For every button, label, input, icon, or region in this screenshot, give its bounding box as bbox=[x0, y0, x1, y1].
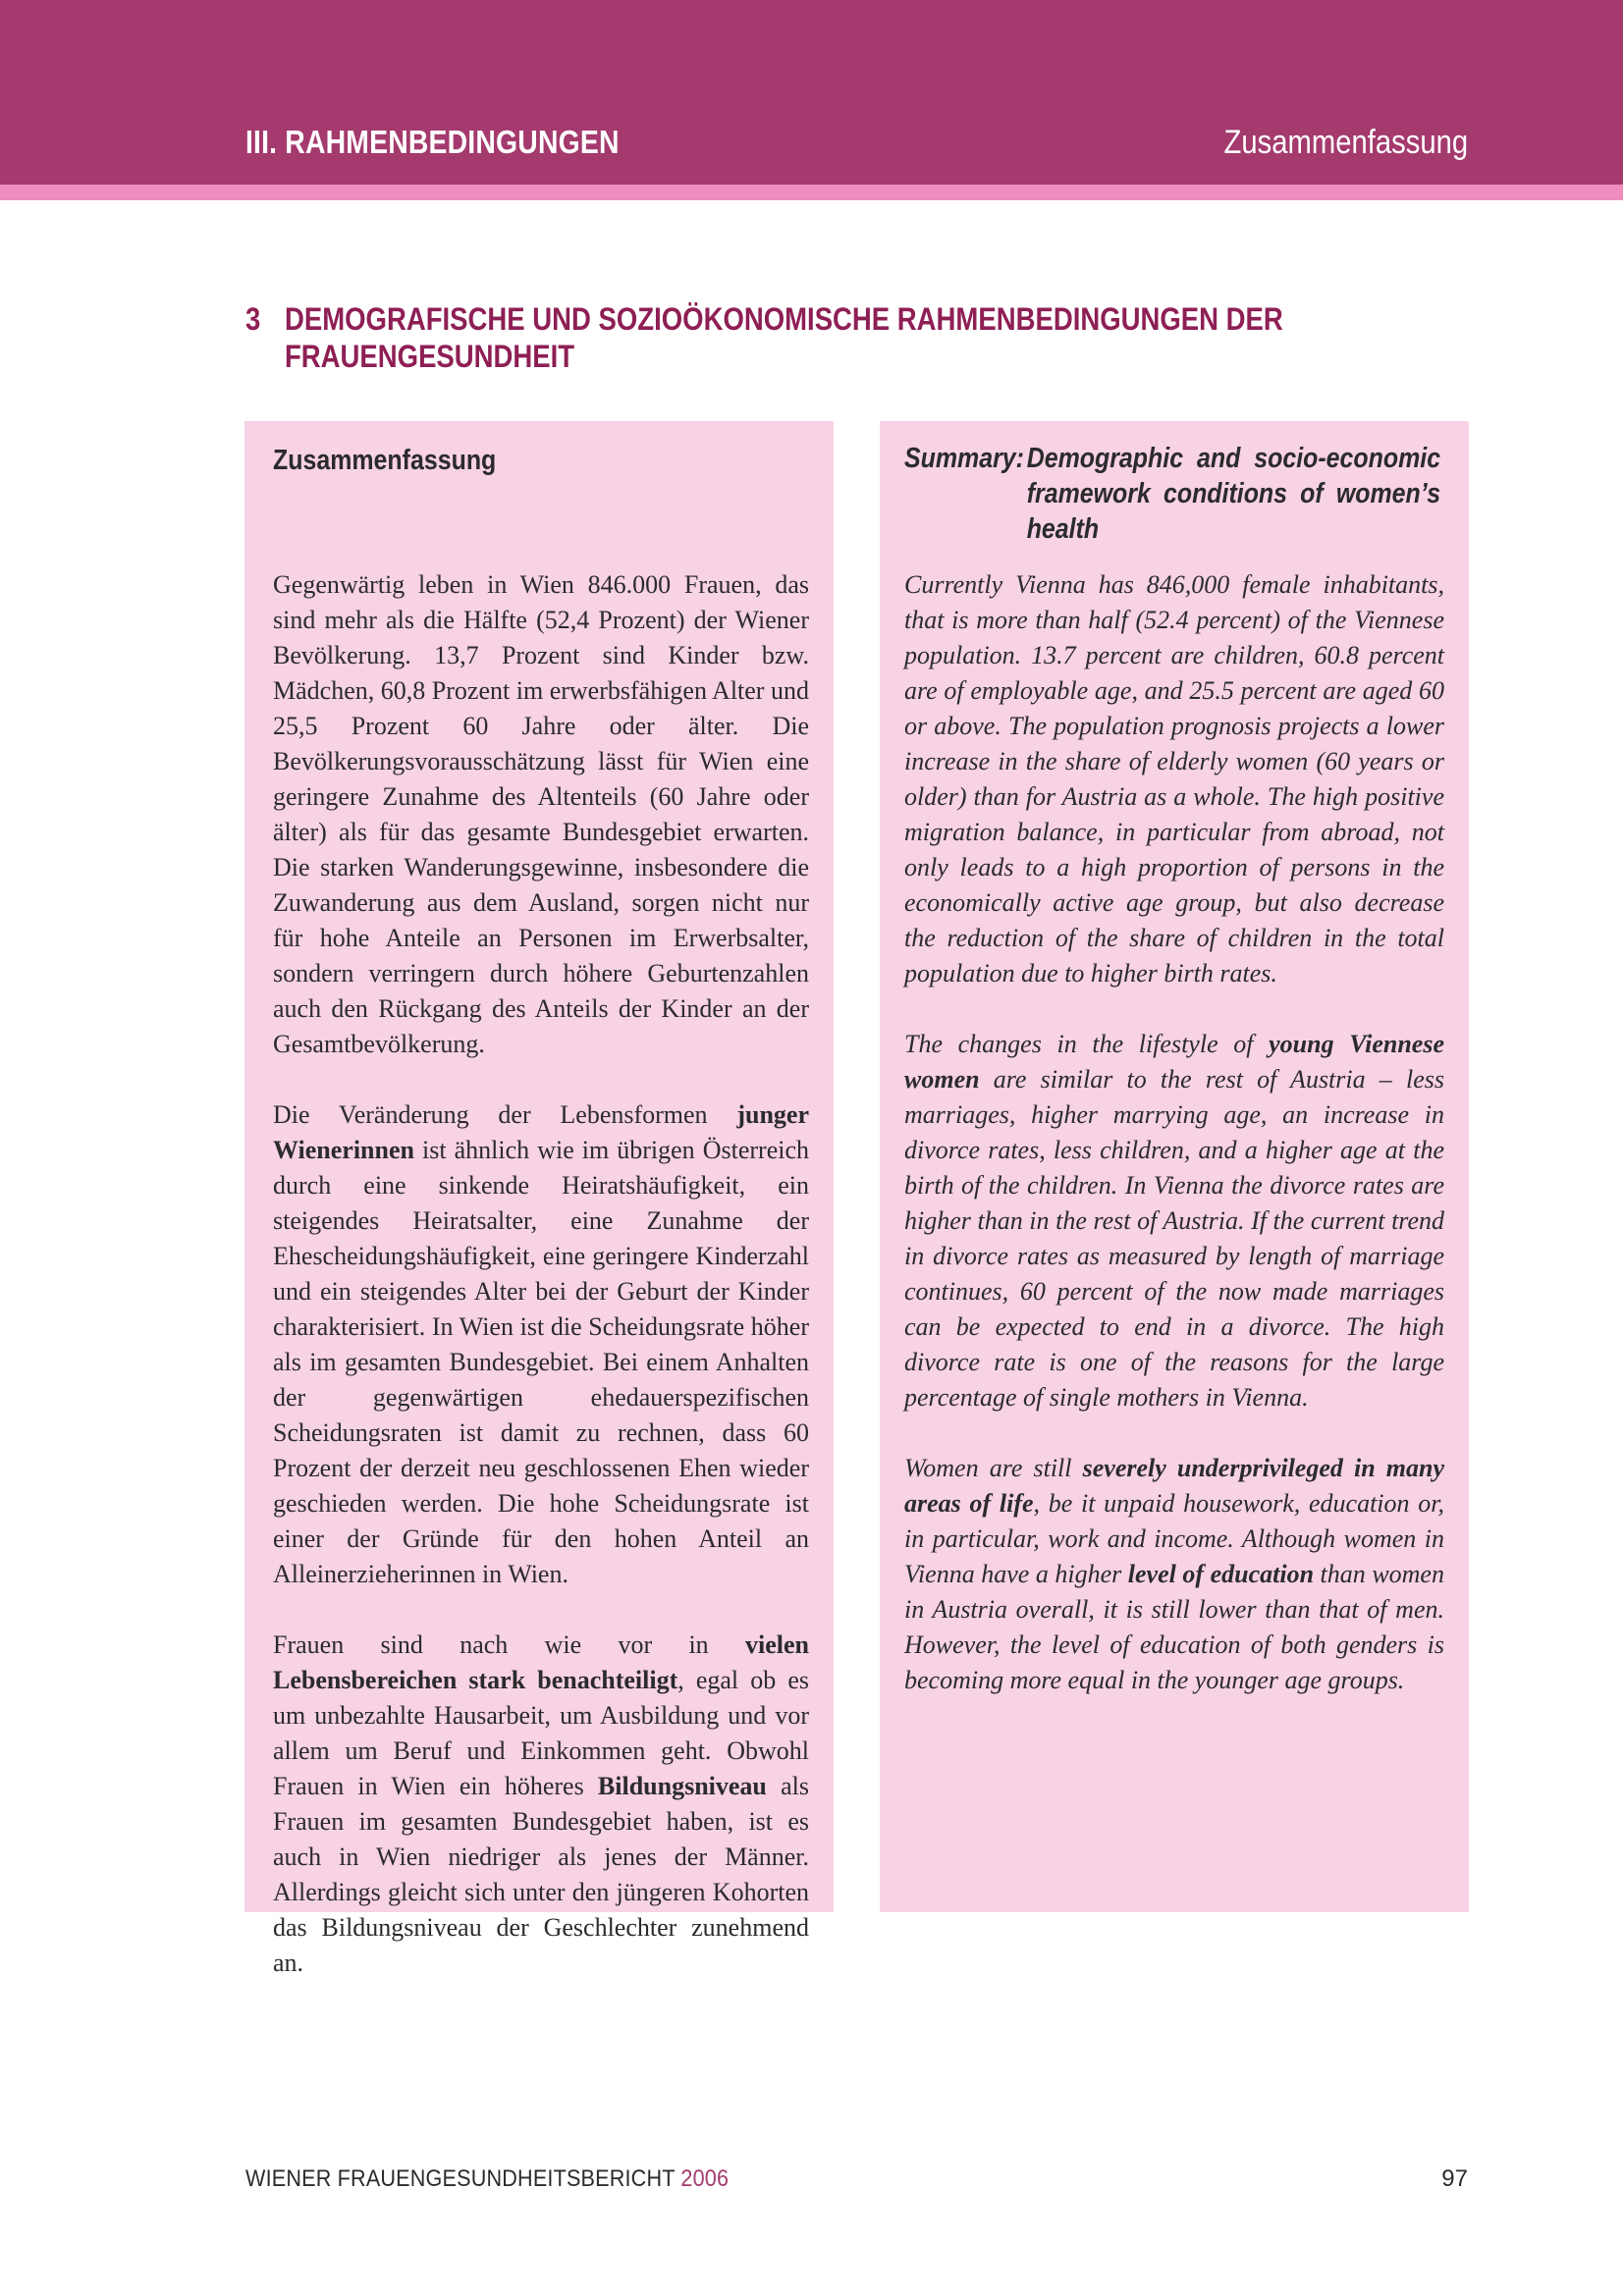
german-paragraph-3 bbox=[273, 1628, 809, 1981]
emphasis-text: Bildungsniveau bbox=[597, 1772, 767, 1800]
german-summary-body bbox=[273, 567, 809, 2016]
text-run: ist ähnlich wie im übrigen Österreich durch eine sinkende Heiratshäufigkeit, ein steigendes Heiratsalter, eine Zunahme der Ehescheidungshäufigkeit, eine geringere Kinderzahl und ein steigendes Alter bei der Geburt der Kinder charakterisiert. In Wien ist die Scheidungsrate höher als im gesamten Bundesgebiet. Bei einem Anhalten der gegenwärtigen ehedauerspezifischen Scheidungsraten ist damit zu rechnen, dass 60 Prozent der derzeit neu geschlossenen Ehen wieder geschieden werden. Die hohe Scheidungsrate ist einer der Gründe für den hohen Anteil an Alleinerzieherinnen in Wien. bbox=[273, 1136, 809, 1588]
emphasis-text: young Viennese women bbox=[904, 1030, 1444, 1094]
english-paragraph-3 bbox=[904, 1451, 1444, 1698]
german-summary-box bbox=[244, 421, 834, 1977]
summary-title-text: Demographic and socio-economic framework conditions of women’s health bbox=[1026, 443, 1441, 545]
text-run: als Frauen im gesamten Bundesgebiet haben, ist es auch in Wien niedriger als jenes der Männer. Allerdings gleicht sich unter den jüngeren Kohorten das Bildungsniveau der Geschlechter zunehmend an. bbox=[273, 1772, 809, 1977]
emphasis-text: severely underprivileged in many areas of life bbox=[904, 1454, 1444, 1518]
chapter-title: III. RAHMENBEDINGUNGEN bbox=[245, 124, 620, 160]
english-summary-body bbox=[904, 567, 1444, 1734]
english-summary-box bbox=[880, 421, 1469, 1912]
english-summary-title bbox=[904, 441, 1440, 547]
german-paragraph-1: Gegenwärtig leben in Wien 846.000 Frauen, das sind mehr als die Hälfte (52,4 Prozent) der Wiener Bevölkerung. 13,7 Prozent sind Kinder bzw. Mädchen, 60,8 Prozent im erwerbsfähigen Alter und 25,5 Prozent 60 Jahre oder älter. Die Bevölkerungsvorausschätzung lässt für Wien eine geringere Zunahme des Altenteils (60 Jahre oder älter) als für das gesamte Bundesgebiet erwarten. Die starken Wanderungsgewinne, insbesondere die Zuwanderung aus dem Ausland, sorgen nicht nur für hohe Anteile an Personen im Erwerbsalter, sondern verringern durch höhere Geburtenzahlen auch den Rückgang des Anteils der Kinder an der Gesamtbevölkerung. bbox=[273, 570, 809, 1058]
german-paragraph-2 bbox=[273, 1097, 809, 1592]
section-number: 3 bbox=[245, 301, 261, 337]
text-run: Die Veränderung der Lebensformen bbox=[273, 1100, 737, 1129]
english-paragraph-1: Currently Vienna has 846,000 female inhabitants, that is more than half (52.4 percent) of the Viennese population. 13.7 percent are children, 60.8 percent are of employable age, and 25.5 percent are aged 60 or above. The population prognosis projects a lower increase in the share of elderly women (60 years or older) than for Austria as a whole. The high positive migration balance, in particular from abroad, not only leads to a high proportion of persons in the economically active age group, but also decrease the reduction of the share of children in the total population due to higher birth rates. bbox=[904, 570, 1444, 988]
english-paragraph-2 bbox=[904, 1027, 1444, 1415]
text-run: , egal ob es um unbezahlte Hausarbeit, um Ausbildung und vor allem um Beruf und Einkommen geht. Obwohl Frauen in Wien ein höheres bbox=[273, 1666, 809, 1800]
footer-report-title bbox=[245, 2165, 729, 2193]
footer-title-text: WIENER FRAUENGESUNDHEITSBERICHT bbox=[245, 2165, 676, 2192]
section-heading bbox=[245, 300, 1424, 375]
text-run: are similar to the rest of Austria – less marriages, higher marrying age, an increase in divorce rates, less children, and a higher age at the birth of the children. In Vienna the divorce rates are higher than in the rest of Austria. If the current trend in divorce rates as measured by length of marriage continues, 60 percent of the now made marriages can be expected to end in a divorce. The high divorce rate is one of the reasons for the large percentage of single mothers in Vienna. bbox=[904, 1065, 1444, 1412]
page-number: 97 bbox=[1441, 2165, 1468, 2192]
emphasis-text: level of education bbox=[1127, 1560, 1315, 1588]
emphasis-text: vielen Lebensbereichen stark benachteiligt bbox=[273, 1630, 809, 1694]
text-run: The changes in the lifestyle of bbox=[904, 1030, 1270, 1058]
header-stripe bbox=[0, 185, 1623, 200]
text-run: than women in Austria overall, it is still lower than that of men. However, the level of education of both genders is becoming more equal in the younger age groups. bbox=[904, 1560, 1444, 1694]
german-summary-title: Zusammenfassung bbox=[273, 445, 497, 476]
text-run: Women are still bbox=[904, 1454, 1083, 1482]
section-heading-text: DEMOGRAFISCHE UND SOZIOÖKONOMISCHE RAHMENBEDINGUNGEN DER FRAUENGESUNDHEIT bbox=[285, 301, 1283, 374]
text-run: Frauen sind nach wie vor in bbox=[273, 1630, 745, 1659]
text-run: , be it unpaid housework, education or, in particular, work and income. Although women in Vienna have a higher bbox=[904, 1489, 1444, 1588]
section-label: Zusammenfassung bbox=[1223, 124, 1468, 161]
footer-year: 2006 bbox=[680, 2165, 730, 2192]
emphasis-text: junger Wienerinnen bbox=[273, 1100, 809, 1164]
summary-label: Summary: bbox=[904, 443, 1024, 474]
